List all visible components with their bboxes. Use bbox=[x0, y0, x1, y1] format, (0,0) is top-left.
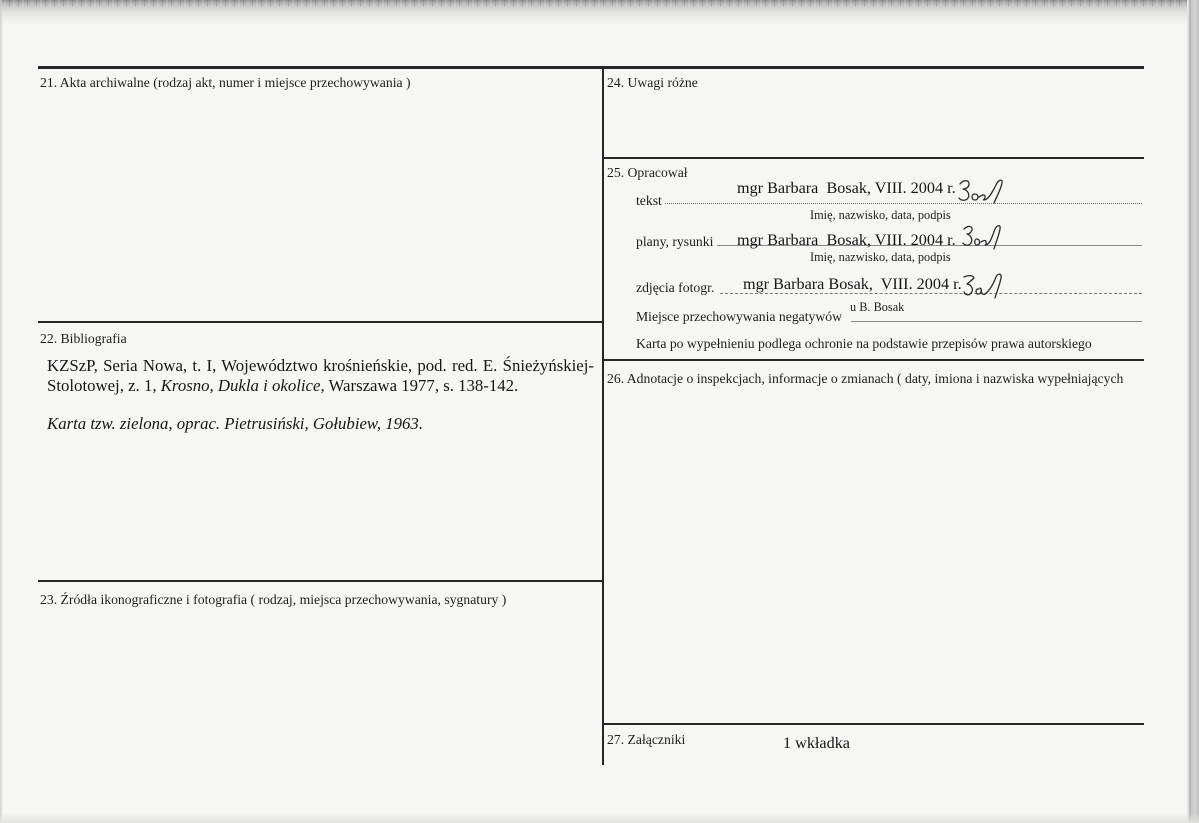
handwritten-signature bbox=[961, 222, 1011, 250]
bibliography-entry-2: Karta tzw. zielona, oprac. Pietrusiński, Gołubiew, 1963. bbox=[47, 414, 424, 433]
negatives-location-label: Miejsce przechowywania negatywów bbox=[636, 309, 842, 324]
section-25-label: 25. Opracował bbox=[607, 165, 688, 180]
text-author-caption: Imię, nazwisko, data, podpis bbox=[810, 208, 951, 222]
section-24-label: 24. Uwagi różne bbox=[607, 75, 698, 90]
text-author-value: mgr Barbara Bosak, VIII. 2004 r. bbox=[737, 179, 956, 197]
signature-stroke bbox=[975, 239, 980, 245]
section-27-label: 27. Załączniki bbox=[607, 732, 686, 747]
scan-bottom-edge bbox=[0, 813, 1199, 823]
signature-stroke bbox=[963, 226, 972, 245]
signature-stroke bbox=[979, 180, 1002, 203]
section-21-archival-records bbox=[38, 69, 602, 321]
bibliography-entry-1-author: Stolotowej, z. 1, bbox=[47, 376, 161, 395]
scan-top-noise bbox=[0, 0, 1199, 7]
section-24-remarks bbox=[604, 69, 1144, 157]
section-25-prepared-by bbox=[604, 159, 1144, 359]
drawings-author-label: plany, rysunki bbox=[636, 234, 714, 249]
bibliography-entry-1-publication: Warszawa 1977, s. 138-142. bbox=[324, 376, 519, 395]
scan-right-edge bbox=[1187, 0, 1199, 823]
section-26-label: 26. Adnotacje o inspekcjach, informacje o zmianach ( daty, imiona i nazwiska wypełniających bbox=[607, 371, 1124, 386]
negatives-location-line bbox=[851, 321, 1142, 322]
bibliography-entry-1-line-2 bbox=[47, 378, 518, 395]
section-23-iconographic-sources bbox=[38, 582, 602, 812]
section-26-inspection-notes bbox=[604, 361, 1144, 723]
handwritten-signature bbox=[957, 176, 1017, 204]
text-author-line bbox=[665, 203, 1142, 204]
section-23-label: 23. Źródła ikonograficzne i fotografia ( rodzaj, miejsca przechowywania, sygnatury ) bbox=[40, 592, 507, 607]
attachments-value: 1 wkładka bbox=[783, 734, 850, 752]
section-27-attachments bbox=[604, 725, 1144, 812]
signature-stroke bbox=[964, 276, 974, 295]
text-author-label: tekst bbox=[636, 193, 662, 208]
drawings-author-value: mgr Barbara Bosak, VIII. 2004 r. bbox=[737, 231, 956, 249]
section-22-label: 22. Bibliografia bbox=[40, 331, 127, 346]
negatives-location-value: u B. Bosak bbox=[850, 300, 905, 314]
signature-stroke bbox=[972, 194, 978, 200]
signature-stroke bbox=[976, 274, 1001, 298]
photos-author-line bbox=[720, 293, 1142, 294]
photos-author-label: zdjęcia fotogr. bbox=[636, 280, 715, 295]
bibliography-entry-1-line-1: KZSzP, Seria Nowa, t. I, Województwo krośnieńskie, pod. red. E. Śnieżyńskiej- bbox=[47, 356, 594, 375]
handwritten-signature bbox=[962, 271, 1008, 299]
scan-left-edge bbox=[0, 0, 3, 823]
drawings-author-caption: Imię, nazwisko, data, podpis bbox=[810, 250, 951, 264]
bibliography-entry-1-title: Krosno, Dukla i okolice, bbox=[160, 376, 325, 395]
section-21-label: 21. Akta archiwalne (rodzaj akt, numer i miejsce przechowywania ) bbox=[40, 75, 411, 90]
copyright-note: Karta po wypełnieniu podlega ochronie na podstawie przepisów prawa autorskiego bbox=[636, 336, 1092, 351]
signature-stroke bbox=[981, 226, 1000, 249]
photos-author-value: mgr Barbara Bosak, VIII. 2004 r. bbox=[743, 275, 962, 293]
signature-stroke bbox=[959, 181, 969, 201]
section-22-bibliography bbox=[38, 323, 602, 580]
